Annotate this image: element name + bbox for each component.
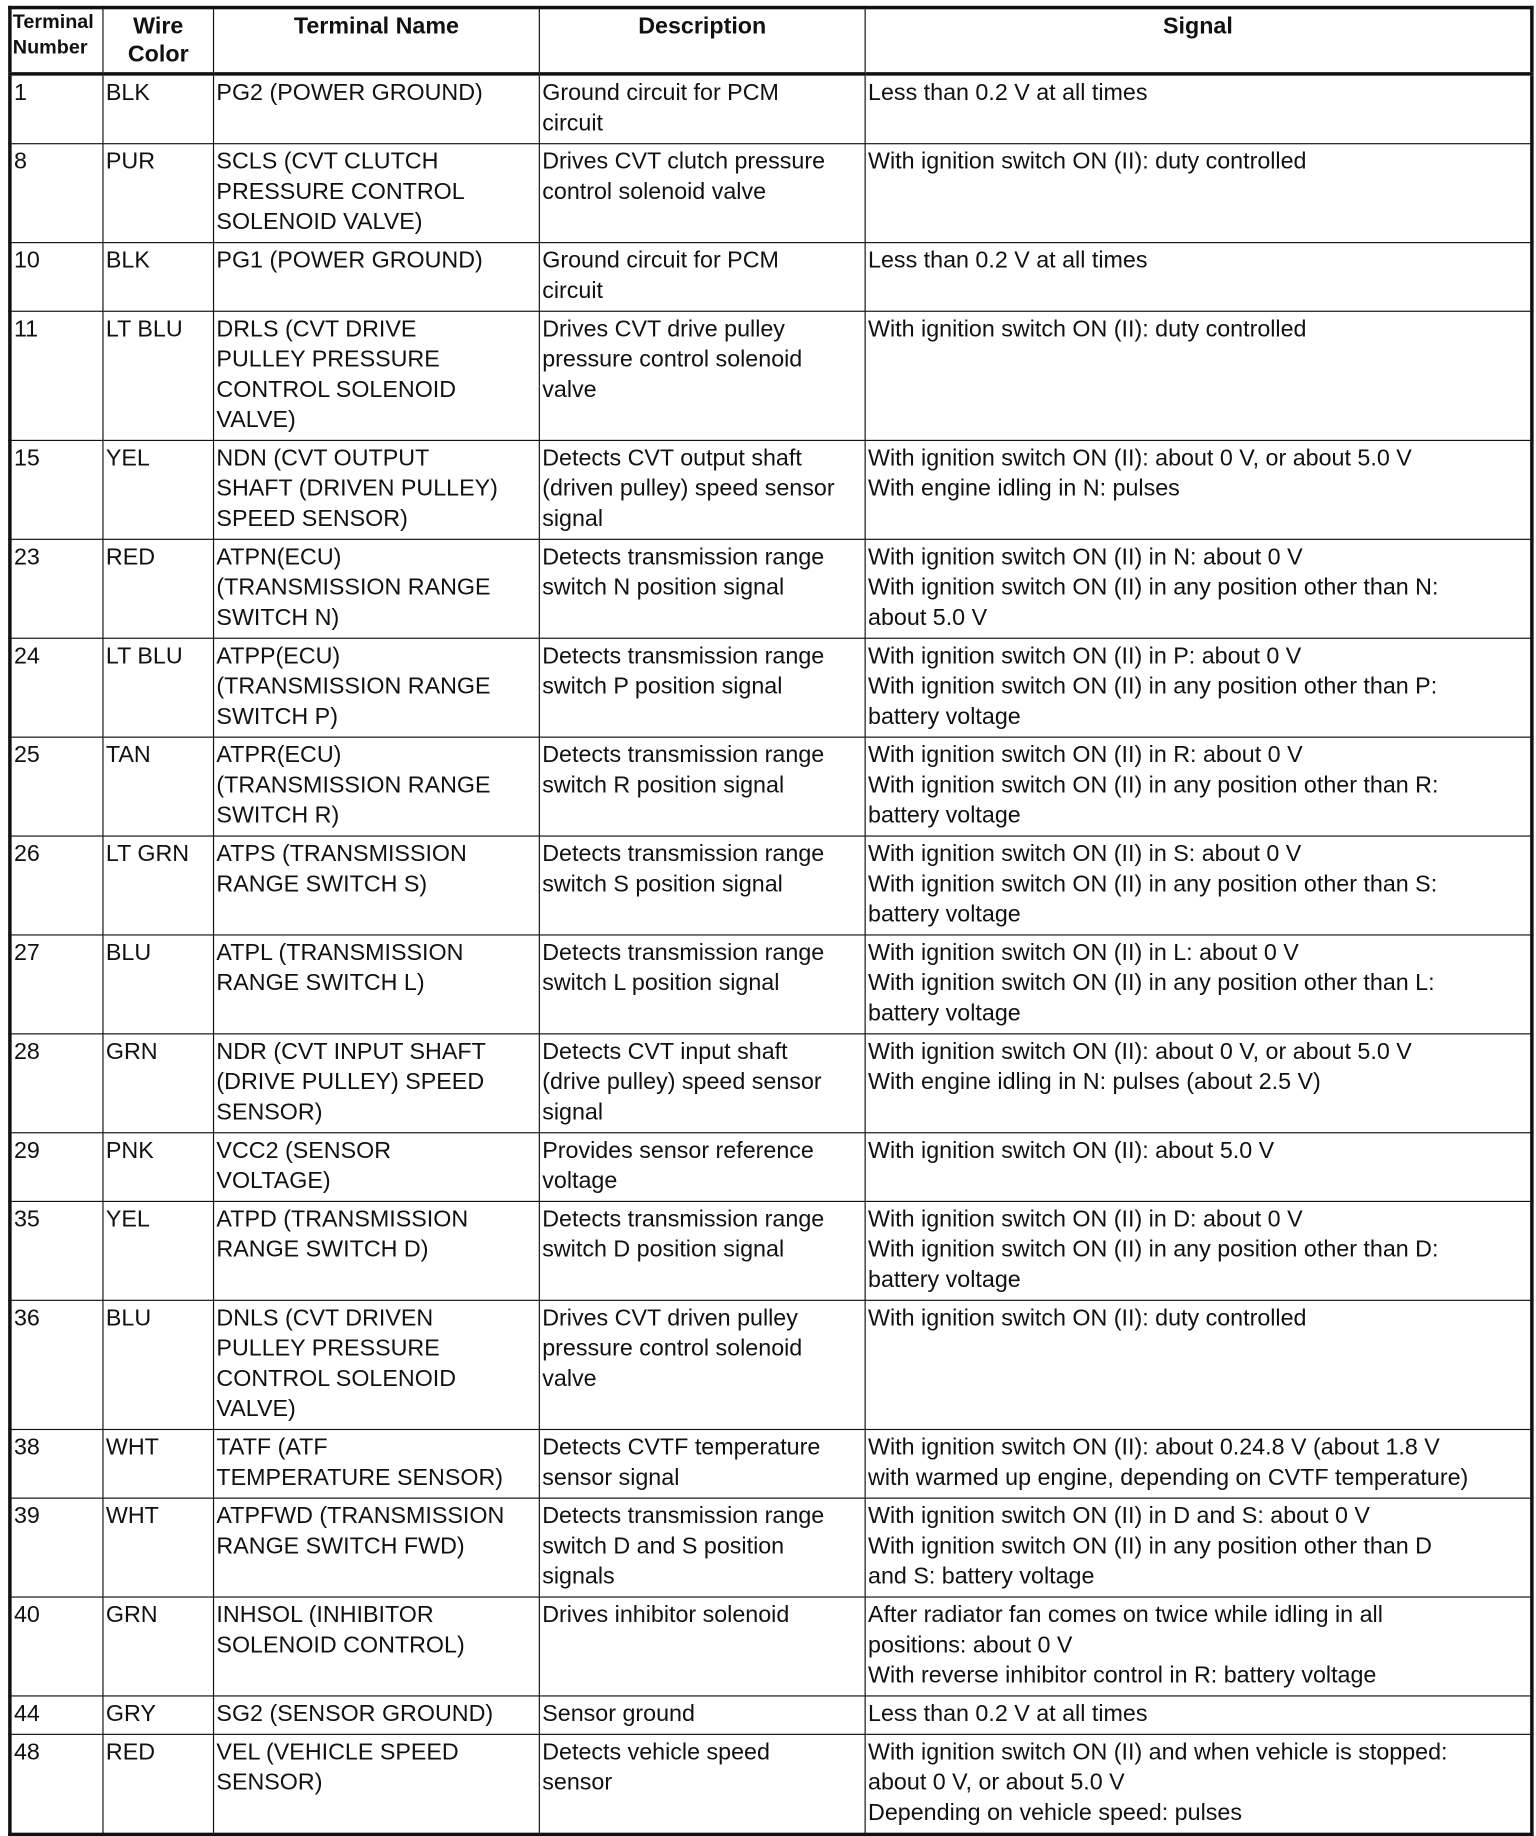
terminal-name-cell: PG2 (POWER GROUND) <box>214 74 540 144</box>
terminal-name-cell: TATF (ATF TEMPERATURE SENSOR) <box>214 1429 540 1498</box>
terminal-number-cell: 29 <box>10 1133 103 1202</box>
wire-color-cell: BLU <box>103 935 214 1034</box>
description-cell: Detects transmission range switch R position signal <box>539 737 865 836</box>
terminal-name-cell: VCC2 (SENSOR VOLTAGE) <box>214 1133 540 1202</box>
wire-color-cell: GRY <box>103 1696 214 1734</box>
terminal-name-cell: NDN (CVT OUTPUT SHAFT (DRIVEN PULLEY) SPEED SENSOR) <box>214 440 540 539</box>
terminal-number-cell: 8 <box>10 144 103 243</box>
description-cell: Sensor ground <box>539 1696 865 1734</box>
terminal-name-cell: DNLS (CVT DRIVEN PULLEY PRESSURE CONTROL SOLENOID VALVE) <box>214 1300 540 1429</box>
terminal-number-cell: 15 <box>10 440 103 539</box>
terminal-name-cell: ATPP(ECU) (TRANSMISSION RANGE SWITCH P) <box>214 638 540 737</box>
wire-color-cell: LT BLU <box>103 311 214 440</box>
signal-cell: Less than 0.2 V at all times <box>865 243 1532 312</box>
description-cell: Drives CVT driven pulley pressure control solenoid valve <box>539 1300 865 1429</box>
table-row <box>10 311 1532 440</box>
table-row <box>10 1734 1532 1834</box>
terminal-number-cell: 1 <box>10 74 103 144</box>
terminal-name-cell: DRLS (CVT DRIVE PULLEY PRESSURE CONTROL SOLENOID VALVE) <box>214 311 540 440</box>
table-row <box>10 1498 1532 1597</box>
table-row <box>10 1300 1532 1429</box>
description-cell: Ground circuit for PCM circuit <box>539 243 865 312</box>
terminal-number-cell: 39 <box>10 1498 103 1597</box>
signal-cell: With ignition switch ON (II) in D: about 0 V With ignition switch ON (II) in any position other than D: battery voltage <box>865 1201 1532 1300</box>
description-cell: Drives inhibitor solenoid <box>539 1597 865 1696</box>
description-cell: Ground circuit for PCM circuit <box>539 74 865 144</box>
signal-cell: With ignition switch ON (II): about 0.24.8 V (about 1.8 V with warmed up engine, depending on CVTF temperature) <box>865 1429 1532 1498</box>
table-row <box>10 144 1532 243</box>
signal-cell: With ignition switch ON (II): about 5.0 V <box>865 1133 1532 1202</box>
table-row <box>10 1429 1532 1498</box>
wire-color-cell: YEL <box>103 440 214 539</box>
header-wire-color: Wire Color <box>103 8 214 74</box>
signal-cell: With ignition switch ON (II): duty controlled <box>865 1300 1532 1429</box>
terminal-number-cell: 11 <box>10 311 103 440</box>
table-row <box>10 1133 1532 1202</box>
description-cell: Drives CVT clutch pressure control solenoid valve <box>539 144 865 243</box>
terminal-name-cell: PG1 (POWER GROUND) <box>214 243 540 312</box>
wire-color-cell: WHT <box>103 1429 214 1498</box>
terminal-name-cell: NDR (CVT INPUT SHAFT (DRIVE PULLEY) SPEED SENSOR) <box>214 1034 540 1133</box>
terminal-number-cell: 23 <box>10 539 103 638</box>
table-row <box>10 1597 1532 1696</box>
terminal-number-cell: 24 <box>10 638 103 737</box>
wire-color-cell: GRN <box>103 1034 214 1133</box>
table-row <box>10 243 1532 312</box>
description-cell: Detects transmission range switch S position signal <box>539 836 865 935</box>
terminal-number-cell: 35 <box>10 1201 103 1300</box>
terminal-number-cell: 28 <box>10 1034 103 1133</box>
terminal-number-cell: 36 <box>10 1300 103 1429</box>
description-cell: Detects CVTF temperature sensor signal <box>539 1429 865 1498</box>
terminal-name-cell: VEL (VEHICLE SPEED SENSOR) <box>214 1734 540 1834</box>
terminal-name-cell: ATPD (TRANSMISSION RANGE SWITCH D) <box>214 1201 540 1300</box>
wire-color-cell: BLU <box>103 1300 214 1429</box>
wire-color-cell: WHT <box>103 1498 214 1597</box>
terminal-number-cell: 25 <box>10 737 103 836</box>
terminal-name-cell: ATPS (TRANSMISSION RANGE SWITCH S) <box>214 836 540 935</box>
terminal-name-cell: ATPN(ECU) (TRANSMISSION RANGE SWITCH N) <box>214 539 540 638</box>
signal-cell: With ignition switch ON (II): duty controlled <box>865 311 1532 440</box>
signal-cell: With ignition switch ON (II) in N: about 0 V With ignition switch ON (II) in any position other than N: about 5.0 V <box>865 539 1532 638</box>
terminal-number-cell: 40 <box>10 1597 103 1696</box>
wire-color-cell: PUR <box>103 144 214 243</box>
header-signal: Signal <box>865 8 1532 74</box>
wire-color-cell: TAN <box>103 737 214 836</box>
table-row <box>10 1201 1532 1300</box>
description-cell: Detects transmission range switch D and S position signals <box>539 1498 865 1597</box>
signal-cell: With ignition switch ON (II) and when vehicle is stopped: about 0 V, or about 5.0 V Depending on vehicle speed: pulses <box>865 1734 1532 1834</box>
terminal-name-cell: ATPFWD (TRANSMISSION RANGE SWITCH FWD) <box>214 1498 540 1597</box>
table-row <box>10 638 1532 737</box>
wire-color-cell: BLK <box>103 74 214 144</box>
signal-cell: Less than 0.2 V at all times <box>865 1696 1532 1734</box>
header-description: Description <box>539 8 865 74</box>
table-row <box>10 440 1532 539</box>
signal-cell: With ignition switch ON (II) in P: about 0 V With ignition switch ON (II) in any position other than P: battery voltage <box>865 638 1532 737</box>
table-row <box>10 74 1532 144</box>
description-cell: Detects transmission range switch L position signal <box>539 935 865 1034</box>
terminal-number-cell: 48 <box>10 1734 103 1834</box>
table-row <box>10 737 1532 836</box>
terminal-number-cell: 38 <box>10 1429 103 1498</box>
terminal-name-cell: SCLS (CVT CLUTCH PRESSURE CONTROL SOLENOID VALVE) <box>214 144 540 243</box>
description-cell: Detects CVT input shaft (drive pulley) speed sensor signal <box>539 1034 865 1133</box>
header-terminal-name: Terminal Name <box>214 8 540 74</box>
terminal-name-cell: INHSOL (INHIBITOR SOLENOID CONTROL) <box>214 1597 540 1696</box>
wire-color-cell: GRN <box>103 1597 214 1696</box>
description-cell: Provides sensor reference voltage <box>539 1133 865 1202</box>
wire-color-cell: LT GRN <box>103 836 214 935</box>
table-row <box>10 836 1532 935</box>
wire-color-cell: PNK <box>103 1133 214 1202</box>
table-row <box>10 1034 1532 1133</box>
terminal-number-cell: 27 <box>10 935 103 1034</box>
description-cell: Detects CVT output shaft (driven pulley) speed sensor signal <box>539 440 865 539</box>
terminal-table <box>8 6 1533 1836</box>
signal-cell: With ignition switch ON (II) in L: about 0 V With ignition switch ON (II) in any position other than L: battery voltage <box>865 935 1532 1034</box>
header-terminal-number: Terminal Number <box>10 8 103 74</box>
wire-color-cell: RED <box>103 1734 214 1834</box>
signal-cell: With ignition switch ON (II): about 0 V, or about 5.0 V With engine idling in N: pulses <box>865 440 1532 539</box>
wire-color-cell: RED <box>103 539 214 638</box>
signal-cell: With ignition switch ON (II) in R: about 0 V With ignition switch ON (II) in any position other than R: battery voltage <box>865 737 1532 836</box>
table-header-row <box>10 8 1532 74</box>
signal-cell: With ignition switch ON (II): duty controlled <box>865 144 1532 243</box>
signal-cell: Less than 0.2 V at all times <box>865 74 1532 144</box>
table-row <box>10 539 1532 638</box>
signal-cell: With ignition switch ON (II) in S: about 0 V With ignition switch ON (II) in any position other than S: battery voltage <box>865 836 1532 935</box>
terminal-number-cell: 26 <box>10 836 103 935</box>
terminal-number-cell: 10 <box>10 243 103 312</box>
terminal-name-cell: ATPR(ECU) (TRANSMISSION RANGE SWITCH R) <box>214 737 540 836</box>
signal-cell: With ignition switch ON (II): about 0 V, or about 5.0 V With engine idling in N: pulses (about 2.5 V) <box>865 1034 1532 1133</box>
wire-color-cell: YEL <box>103 1201 214 1300</box>
description-cell: Drives CVT drive pulley pressure control solenoid valve <box>539 311 865 440</box>
signal-cell: After radiator fan comes on twice while idling in all positions: about 0 V With reverse inhibitor control in R: battery voltage <box>865 1597 1532 1696</box>
table-row <box>10 935 1532 1034</box>
table-row <box>10 1696 1532 1734</box>
terminal-name-cell: SG2 (SENSOR GROUND) <box>214 1696 540 1734</box>
wire-color-cell: LT BLU <box>103 638 214 737</box>
description-cell: Detects transmission range switch D position signal <box>539 1201 865 1300</box>
terminal-number-cell: 44 <box>10 1696 103 1734</box>
description-cell: Detects transmission range switch N position signal <box>539 539 865 638</box>
terminal-name-cell: ATPL (TRANSMISSION RANGE SWITCH L) <box>214 935 540 1034</box>
description-cell: Detects transmission range switch P position signal <box>539 638 865 737</box>
description-cell: Detects vehicle speed sensor <box>539 1734 865 1834</box>
wire-color-cell: BLK <box>103 243 214 312</box>
signal-cell: With ignition switch ON (II) in D and S: about 0 V With ignition switch ON (II) in any position other than D and S: battery voltage <box>865 1498 1532 1597</box>
